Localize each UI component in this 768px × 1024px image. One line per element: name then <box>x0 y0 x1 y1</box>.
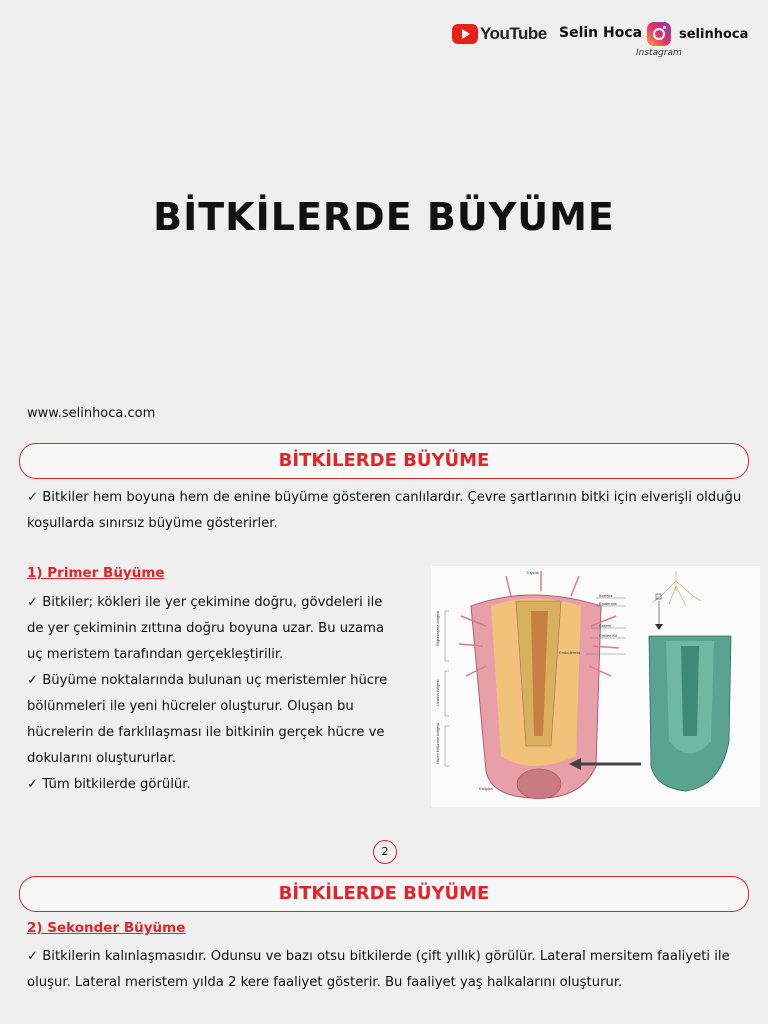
youtube-icon[interactable] <box>452 24 478 44</box>
label-tuycuk: Tüycük <box>526 570 539 575</box>
label-uzama: Uzama bölgesi <box>435 679 440 706</box>
instagram-handle[interactable]: selinhoca <box>679 27 749 42</box>
root-diagram-svg <box>431 566 760 807</box>
website-link[interactable]: www.selinhoca.com <box>27 406 156 421</box>
youtube-wordmark[interactable]: YouTube <box>480 24 547 43</box>
page-title: BİTKİLERDE BÜYÜME <box>153 195 615 239</box>
label-ksilem: Ksilem <box>599 623 612 628</box>
section-heading-2: BİTKİLERDE BÜYÜME <box>19 876 749 912</box>
primer-item: ✓ Bitkiler; kökleri ile yer çekimine doğru, gövdeleri ile de yer çekiminin zıttına doğru boyuna uzar. Bu uzama uç meristem tarafından gerçekleştirilir. <box>27 595 385 662</box>
label-hucre-bolunme: Hücre bölünme bölgesi <box>435 723 440 764</box>
label-epidermis: Epidermis <box>599 601 617 606</box>
root-tip-diagram <box>431 566 760 807</box>
instagram-label: Instagram <box>636 48 682 58</box>
youtube-channel-name[interactable]: Selin Hoca <box>559 25 643 41</box>
sekonder-paragraph: ✓ Bitkilerin kalınlaşmasıdır. Odunsu ve bazı otsu bitkilerde (çift yıllık) görülür. Lateral mersitem faaliyeti ile oluşur. Lateral meristem yılda 2 kere faaliyet gösterir. Bu faaliyet yaş halkalarını oluşturur. <box>27 949 730 990</box>
page-number: 2 <box>373 840 397 864</box>
label-emilim: Emilim Kıl <box>599 633 617 638</box>
sekonder-title: 2) Sekonder Büyüme <box>27 920 186 936</box>
primer-item: ✓ Büyüme noktalarında bulunan uç meristemler hücre bölünmeleri ile yeni hücreler oluşturur. Oluşan bu hücrelerin de farklılaşması ile bitkinin gerçek hücre ve dokularını oluştururlar. <box>27 673 388 766</box>
primer-item: ✓ Tüm bitkilerde görülür. <box>27 777 191 792</box>
primer-title: 1) Primer Büyüme <box>27 565 165 581</box>
intro-paragraph: ✓ Bitkiler hem boyuna hem de enine büyüme gösteren canlılardır. Çevre şartlarının bitki için elverişli olduğu koşullarda sınırsız büyüme gösterirler. <box>27 490 742 531</box>
primer-list <box>27 590 397 798</box>
instagram-icon[interactable] <box>647 22 671 46</box>
label-kaliptra: Kaliptra <box>479 786 493 791</box>
section-heading-1: BİTKİLERDE BÜYÜME <box>19 443 749 479</box>
label-endodermis: Endodermis <box>559 650 581 655</box>
label-korteks: Korteks <box>599 593 613 598</box>
label-olgunlasma: Olgunlaşma bölgesi <box>435 610 440 646</box>
